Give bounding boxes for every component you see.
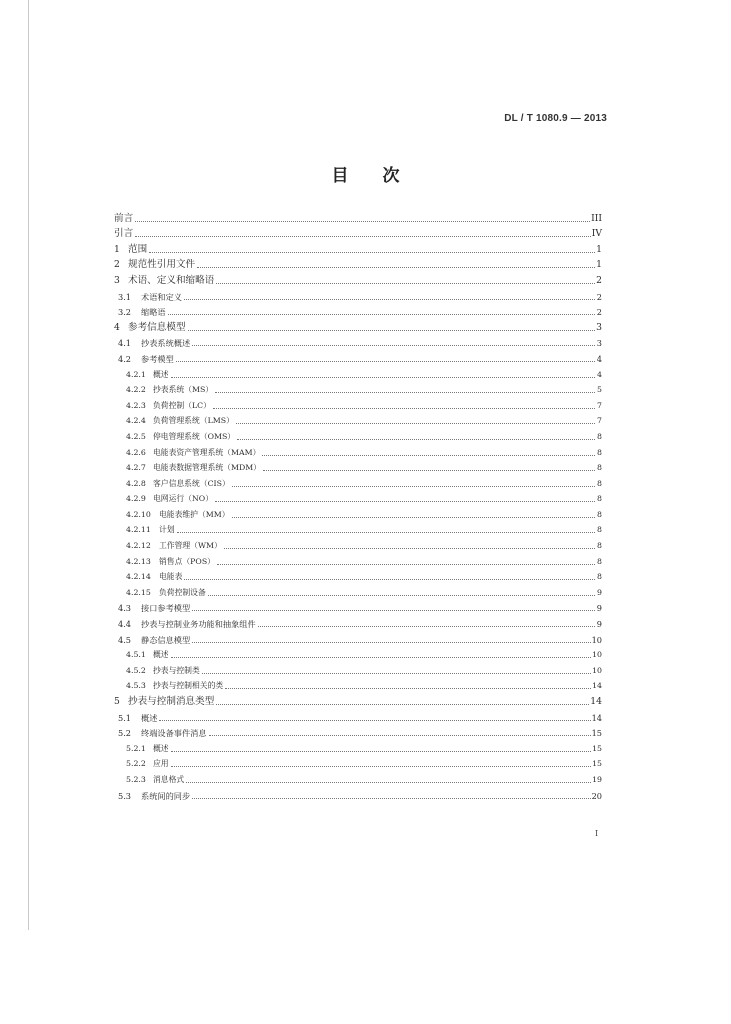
toc-entry[interactable] [114,755,602,771]
toc-entry[interactable] [114,240,602,256]
toc-entry-number: 4.2.5 [126,431,146,441]
toc-entry-title: 抄表与控制类 [153,665,200,675]
toc-dot-leader [171,376,595,378]
toc-dot-leader [184,578,595,580]
toc-entry-page: 8 [597,541,602,551]
toc-entry-title: 术语和定义 [141,291,182,302]
toc-entry[interactable] [114,614,602,630]
toc-entry-title: 抄表与控制业务功能和抽象组件 [141,619,256,630]
toc-entry-title: 工作管理（WM） [159,541,222,551]
toc-entry-title: 接口参考模型 [141,603,191,614]
toc-entry[interactable] [114,396,602,412]
toc-entry-number: 4.2.2 [126,385,146,395]
toc-entry-title: 规范性引用文件 [128,259,196,271]
toc-entry-title: 销售点（POS） [159,556,215,566]
toc-entry-number: 3.2 [118,307,132,318]
toc-dot-leader [215,391,595,393]
toc-entry-page: 14 [591,712,602,723]
toc-dot-leader [216,282,595,284]
toc-dot-leader [208,594,595,596]
toc-dot-leader [215,500,595,502]
toc-entry[interactable] [114,677,602,693]
toc-dot-leader [263,469,595,471]
toc-entry-page: 8 [597,509,602,519]
toc-entry-title: 引言 [114,228,134,240]
toc-entry-number: 5.2.3 [126,774,146,784]
toc-entry-number: 5.2.2 [126,759,146,769]
toc-entry[interactable] [114,459,602,475]
toc-entry-page: 3 [596,338,602,349]
toc-entry-title: 负荷控制设备 [159,587,206,597]
toc-entry-title: 计划 [159,525,175,535]
toc-entry[interactable] [114,552,602,568]
toc-entry-page: 8 [597,556,602,566]
toc-entry-title: 静态信息模型 [141,634,191,645]
toc-entry-page: 10 [591,634,602,645]
toc-entry[interactable] [114,568,602,584]
toc-dot-leader [188,329,595,331]
toc-entry-title: 停电管理系统（OMS） [153,431,236,441]
toc-entry-title: 电网运行（NO） [153,494,213,504]
toc-dot-leader [184,298,595,300]
toc-entry-title: 概述 [153,369,169,379]
toc-entry[interactable] [114,661,602,677]
toc-entry-title: 应用 [153,759,169,769]
toc-entry-page: 15 [591,728,602,739]
toc-entry-title: 概述 [153,743,169,753]
toc-entry-page: 8 [597,494,602,504]
toc-entry-number: 4.2 [118,353,132,364]
toc-entry-title: 术语、定义和缩略语 [128,274,215,286]
toc-entry-number: 3 [114,274,120,286]
toc-entry-page: III [591,212,602,224]
toc-dot-leader [217,563,595,565]
toc-entry-number: 4.5.1 [126,650,146,660]
toc-entry-title: 负荷管理系统（LMS） [153,416,234,426]
toc-entry-number: 4.2.1 [126,369,146,379]
toc-entry[interactable] [114,770,602,786]
toc-entry-page: 7 [597,416,602,426]
toc-entry-number: 4.2.8 [126,478,146,488]
toc-entry-title: 参考信息模型 [128,321,186,333]
toc-entry[interactable] [114,521,602,537]
toc-entry-number: 5.2 [118,728,132,739]
toc-entry-number: 4.2.14 [126,572,151,582]
toc-entry-page: 8 [597,463,602,473]
toc-entry-number: 4.4 [118,619,132,630]
toc-entry-number: 4.1 [118,338,132,349]
toc-entry-number: 2 [114,259,120,271]
toc-entry-number: 5.2.1 [126,743,146,753]
table-of-contents [114,209,602,802]
toc-entry[interactable] [114,318,602,334]
toc-entry[interactable] [114,334,602,350]
toc-entry-number: 4.2.4 [126,416,146,426]
toc-entry[interactable] [114,412,602,428]
toc-dot-leader [232,485,595,487]
toc-entry-number: 1 [114,243,120,255]
toc-entry-title: 前言 [114,212,134,224]
toc-entry-page: 2 [596,307,602,318]
toc-entry-title: 概述 [153,650,169,660]
toc-dot-leader [171,765,591,767]
toc-entry[interactable] [114,365,602,381]
toc-entry-title: 客户信息系统（CIS） [153,478,230,488]
toc-entry[interactable] [114,427,602,443]
toc-entry-title: 抄表系统概述 [141,338,191,349]
toc-entry-page: 15 [592,743,602,753]
toc-dot-leader [171,656,591,658]
toc-entry-page: 8 [597,572,602,582]
title-char-2: 次 [382,166,400,186]
toc-entry-title: 缩略语 [141,307,166,318]
toc-entry-number: 4.5 [118,634,132,645]
toc-dot-leader [192,797,590,799]
standard-code: DL / T 1080.9 — 2013 [504,113,607,124]
toc-entry-number: 4.2.3 [126,400,146,410]
toc-entry[interactable] [114,271,602,287]
toc-entry-page: 4 [596,353,602,364]
toc-dot-leader [236,422,595,424]
toc-dot-leader [258,625,595,627]
toc-entry-page: 9 [597,587,602,597]
toc-entry[interactable] [114,209,602,225]
toc-dot-leader [237,438,595,440]
toc-dot-leader [177,531,595,533]
toc-entry[interactable] [114,536,602,552]
toc-entry-page: 4 [597,369,602,379]
toc-entry-page: 14 [592,681,602,691]
toc-entry-title: 电能表资产管理系统（MAM） [153,447,261,457]
toc-dot-leader [225,687,591,689]
toc-entry-number: 4.2.12 [126,541,151,551]
toc-entry-number: 3.1 [118,291,132,302]
toc-entry[interactable] [114,505,602,521]
toc-dot-leader [159,719,590,721]
toc-entry-number: 5.1 [118,712,132,723]
toc-dot-leader [135,220,590,222]
toc-entry[interactable] [114,474,602,490]
toc-entry-number: 4.2.13 [126,556,151,566]
toc-dot-leader [176,360,595,362]
toc-entry-page: 1 [596,259,602,271]
toc-entry-number: 4.2.7 [126,463,146,473]
toc-entry-page: 20 [591,790,602,801]
toc-entry[interactable] [114,349,602,365]
toc-entry-number: 4.2.10 [126,509,151,519]
toc-dot-leader [232,516,595,518]
toc-dot-leader [202,672,591,674]
toc-dot-leader [192,344,595,346]
toc-entry-page: 19 [592,774,602,784]
toc-dot-leader [262,454,595,456]
toc-entry-page: IV [591,228,602,240]
toc-entry-number: 4 [114,321,120,333]
toc-entry-number: 4.2.9 [126,494,146,504]
toc-entry-page: 2 [596,291,602,302]
toc-entry[interactable] [114,225,602,241]
toc-entry[interactable] [114,739,602,755]
toc-entry-title: 负荷控制（LC） [153,400,211,410]
toc-entry[interactable] [114,287,602,303]
toc-entry-number: 4.3 [118,603,132,614]
toc-entry[interactable] [114,583,602,599]
toc-dot-leader [224,547,595,549]
toc-entry-page: 14 [590,696,602,707]
toc-entry-page: 3 [596,321,602,333]
toc-entry-number: 4.2.6 [126,447,146,457]
toc-entry-number: 4.2.11 [126,525,151,535]
toc-dot-leader [186,781,591,783]
toc-entry-page: 8 [597,447,602,457]
toc-entry[interactable] [114,724,602,740]
toc-entry[interactable] [114,692,602,708]
binding-margin-line [28,0,29,930]
toc-entry-title: 终端设备事件消息 [141,728,207,739]
toc-entry-page: 10 [592,650,602,660]
page-number: I [595,829,599,838]
toc-entry-page: 8 [597,525,602,535]
toc-entry[interactable] [114,256,602,272]
toc-dot-leader [209,734,591,736]
toc-entry-number: 5.3 [118,790,132,801]
toc-entry-title: 系统间的同步 [141,790,191,801]
toc-entry-page: 7 [597,400,602,410]
toc-entry-page: 15 [592,759,602,769]
toc-entry-title: 概述 [141,712,158,723]
toc-entry-number: 4.5.3 [126,681,146,691]
toc-entry[interactable] [114,646,602,662]
toc-entry-page: 9 [596,603,602,614]
toc-entry-title: 电能表 [159,572,183,582]
toc-entry[interactable] [114,599,602,615]
toc-entry-number: 5 [114,696,120,707]
toc-entry-page: 8 [597,478,602,488]
toc-entry-page: 1 [596,243,602,255]
toc-entry-title: 消息格式 [153,774,185,784]
toc-entry-title: 抄表系统（MS） [153,385,214,395]
toc-entry-title: 抄表与控制消息类型 [128,696,215,707]
toc-entry-title: 参考模型 [141,353,174,364]
toc-dot-leader [149,251,595,253]
toc-dot-leader [197,266,595,268]
page-title [0,161,731,186]
toc-entry-page: 9 [596,619,602,630]
toc-entry[interactable] [114,786,602,802]
toc-entry[interactable] [114,381,602,397]
toc-dot-leader [213,407,595,409]
toc-entry-page: 5 [597,385,602,395]
toc-entry-title: 电能表数据管理系统（MDM） [153,463,261,473]
toc-entry-title: 范围 [128,243,148,255]
toc-dot-leader [192,641,590,643]
toc-dot-leader [135,235,591,237]
toc-entry[interactable] [114,630,602,646]
toc-entry-number: 4.5.2 [126,665,146,675]
toc-entry-title: 电能表维护（MM） [159,509,230,519]
toc-entry[interactable] [114,490,602,506]
toc-dot-leader [216,703,589,705]
toc-entry-page: 10 [592,665,602,675]
toc-entry-number: 4.2.15 [126,587,151,597]
toc-entry-page: 2 [596,274,602,286]
toc-entry[interactable] [114,443,602,459]
toc-entry-page: 8 [597,431,602,441]
toc-entry[interactable] [114,303,602,319]
toc-dot-leader [168,313,595,315]
toc-entry[interactable] [114,708,602,724]
toc-dot-leader [171,750,591,752]
toc-dot-leader [192,609,595,611]
title-char-1: 目 [331,166,349,186]
toc-entry-title: 抄表与控制相关的类 [153,681,224,691]
